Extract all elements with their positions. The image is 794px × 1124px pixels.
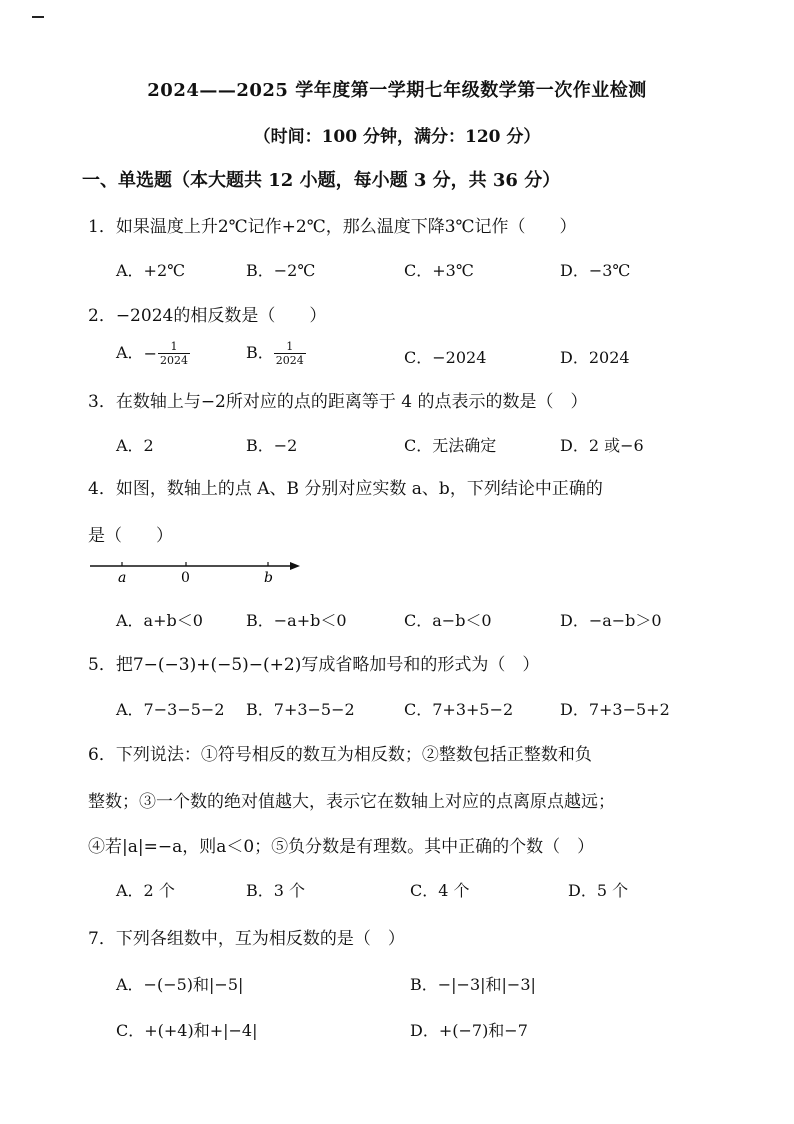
question-3-stem: 3．在数轴上与−2所对应的点的距离等于 4 的点表示的数是（ ） — [88, 392, 588, 412]
question-3-option-a: A．2 — [116, 436, 154, 455]
question-6-line3: ④若|a|=−a，则a＜0；⑤负分数是有理数。其中正确的个数（ ） — [88, 837, 595, 857]
question-3-option-b: B．−2 — [246, 436, 298, 455]
question-3-option-d: D．2 或−6 — [560, 436, 644, 455]
question-6-option-b: B．3 个 — [246, 881, 306, 900]
axis-label-zero: 0 — [181, 570, 190, 586]
number-line-arrow-icon — [290, 562, 300, 570]
question-3-option-c: C．无法确定 — [404, 436, 497, 455]
question-2-option-a — [116, 340, 190, 367]
question-4-option-c: C．a−b＜0 — [404, 611, 492, 630]
question-4-stem-line2: 是（ ） — [88, 526, 173, 546]
fraction-numerator: 1 — [274, 340, 306, 354]
option-label: A． — [116, 343, 144, 362]
fraction — [274, 340, 306, 367]
question-1-stem: 1．如果温度上升2℃记作+2℃，那么温度下降3℃记作（ ） — [88, 217, 577, 237]
scan-mark — [32, 16, 44, 18]
question-5-option-d: D．7+3−5+2 — [560, 700, 670, 719]
option-label: B． — [246, 343, 274, 362]
question-1-option-d: D．−3℃ — [560, 261, 631, 280]
question-7-option-d: D．+(−7)和−7 — [410, 1021, 528, 1040]
question-5-option-c: C．7+3+5−2 — [404, 700, 514, 719]
question-1-option-b: B．−2℃ — [246, 261, 316, 280]
question-5-option-a: A．7−3−5−2 — [116, 700, 225, 719]
question-5-option-b: B．7+3−5−2 — [246, 700, 355, 719]
question-4-option-d: D．−a−b＞0 — [560, 611, 662, 630]
question-1-option-c: C．+3℃ — [404, 261, 474, 280]
page-subtitle: （时间：100 分钟，满分：120 分） — [253, 127, 541, 147]
axis-label-a: a — [118, 570, 127, 586]
question-6-line1: 6．下列说法：①符号相反的数互为相反数；②整数包括正整数和负 — [88, 745, 592, 765]
axis-label-b: b — [264, 570, 273, 586]
question-6-line2: 整数；③一个数的绝对值越大，表示它在数轴上对应的点离原点越远； — [88, 792, 615, 812]
question-7-option-a: A．−(−5)和|−5| — [116, 975, 244, 994]
question-7-option-c: C．+(+4)和+|−4| — [116, 1021, 258, 1040]
question-2-option-d: D．2024 — [560, 348, 630, 367]
question-2-option-c: C．−2024 — [404, 348, 487, 367]
page-title: 2024——2025 学年度第一学期七年级数学第一次作业检测 — [147, 80, 647, 101]
question-4-option-b: B．−a+b＜0 — [246, 611, 347, 630]
fraction-denominator: 2024 — [275, 354, 304, 367]
question-7-option-b: B．−|−3|和|−3| — [410, 975, 536, 994]
question-7-stem: 7．下列各组数中，互为相反数的是（ ） — [88, 929, 405, 949]
question-6-option-c: C．4 个 — [410, 881, 470, 900]
number-line-figure — [88, 556, 308, 588]
question-6-option-a: A．2 个 — [116, 881, 175, 900]
section-heading: 一、单选题（本大题共 12 小题，每小题 3 分，共 36 分） — [82, 170, 561, 191]
fraction — [158, 340, 190, 367]
question-6-option-d: D．5 个 — [568, 881, 629, 900]
fraction-numerator: 1 — [158, 340, 190, 354]
question-1-option-a: A．+2℃ — [116, 261, 186, 280]
question-2-stem: 2．−2024的相反数是（ ） — [88, 306, 327, 326]
question-2-option-b — [246, 340, 306, 367]
question-5-stem: 5．把7−(−3)+(−5)−(+2)写成省略加号和的形式为（ ） — [88, 655, 540, 675]
question-4-option-a: A．a+b＜0 — [116, 611, 203, 630]
fraction-denominator: 2024 — [159, 354, 188, 367]
negative-sign: − — [143, 344, 157, 363]
question-4-stem-line1: 4．如图，数轴上的点 A、B 分别对应实数 a、b，下列结论中正确的 — [88, 479, 603, 499]
